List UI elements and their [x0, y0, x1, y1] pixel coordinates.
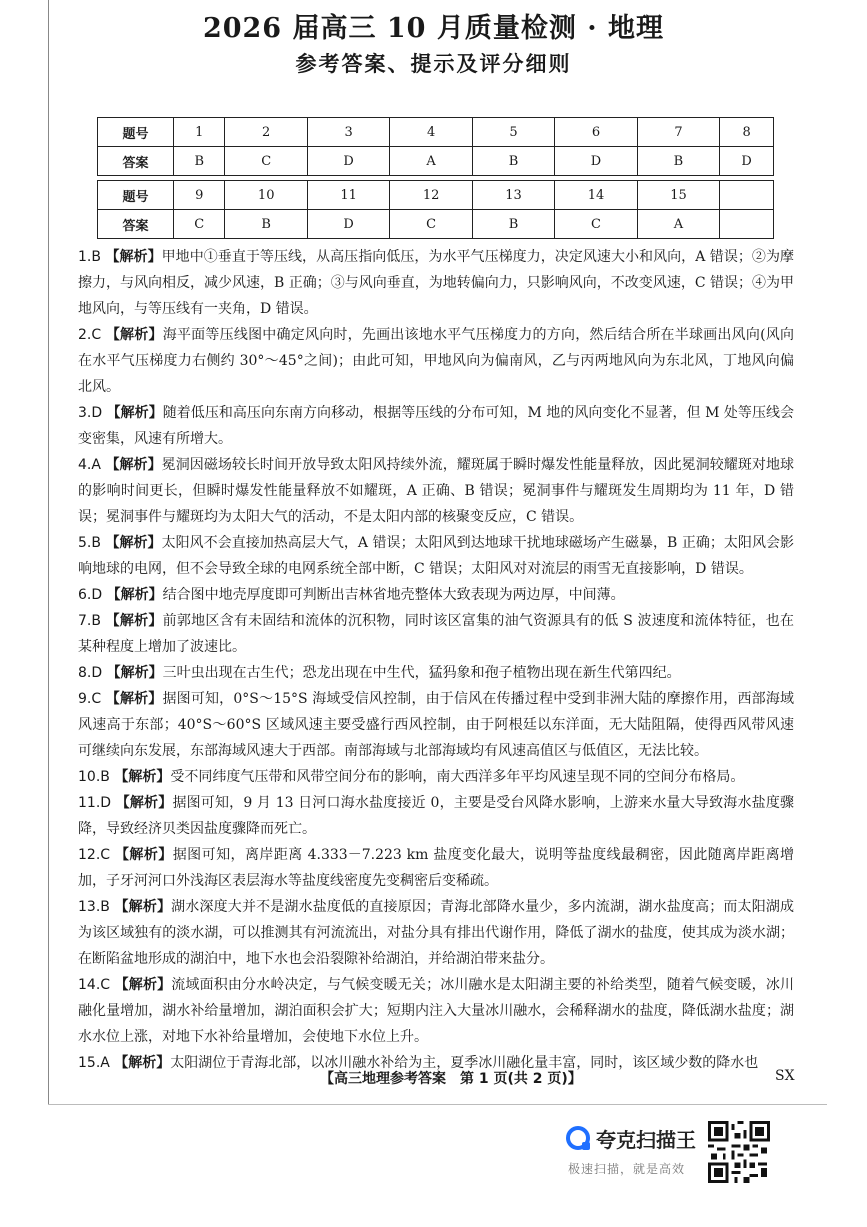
explanation-item: [78, 322, 794, 400]
analysis-tag: 【解析】: [114, 1055, 171, 1071]
question-number: 7: [637, 118, 719, 147]
question-number: 14: [555, 181, 637, 210]
answer-cell: B: [472, 147, 554, 176]
quark-logo-icon: [566, 1126, 590, 1150]
answer-cell: A: [390, 147, 472, 176]
analysis-tag: 【解析】: [105, 457, 162, 473]
item-text: 据图可知，离岸距离 4.333－7.223 km 盐度变化最大，说明等盐度线最稠密，因此随离岸距离增加，子牙河河口外浅海区表层海水等盐度线密度先变稠密后变稀疏。: [78, 847, 795, 889]
item-number: 10.B: [78, 769, 110, 785]
analysis-tag: 【解析】: [115, 795, 173, 811]
answer-cell: C: [555, 210, 637, 239]
item-text: 前郭地区含有未固结和流体的沉积物，同时该区富集的油气资源具有的低 S 波速度和流体特征，也在某种程度上增加了波速比。: [78, 613, 795, 655]
item-text: 随着低压和高压向东南方向移动，根据等压线的分布可知，M 地的风向变化不显著，但 M 处等压线会变密集，风速有所增大。: [78, 405, 795, 447]
watermark-brand: 夸克扫描王: [596, 1128, 696, 1152]
explanation-item: [78, 972, 794, 1050]
question-number: 1: [174, 118, 225, 147]
table-row: [98, 118, 774, 147]
scanner-watermark: [566, 1124, 706, 1184]
item-number: 4.A: [78, 457, 101, 473]
analysis-tag: 【解析】: [105, 249, 162, 265]
answer-cell: B: [225, 210, 307, 239]
item-text: 海平面等压线图中确定风向时，先画出该地水平气压梯度力的方向，然后结合所在半球画出风向(风向在水平气压梯度力右侧约 30°～45°之间)；由此可知，甲地风向为偏南风，乙与丙两地风向为东北风，丁地风向偏北风。: [78, 327, 795, 395]
explanation-item: [78, 608, 794, 660]
question-number: 6: [555, 118, 637, 147]
answer-cell: C: [390, 210, 472, 239]
page-subtitle: 参考答案、提示及评分细则: [295, 51, 572, 76]
explanation-item: [78, 400, 794, 452]
item-number: 1.B: [78, 249, 101, 265]
explanation-item: [78, 244, 794, 322]
item-number: 3.D: [78, 405, 103, 421]
row-label-number: 题号: [98, 181, 174, 210]
row-label-answer: 答案: [98, 210, 174, 239]
answer-cell: A: [637, 210, 719, 239]
item-number: 9.C: [78, 691, 102, 707]
question-number: 10: [225, 181, 307, 210]
analysis-tag: 【解析】: [106, 665, 163, 681]
answer-cell: D: [720, 147, 774, 176]
item-number: 13.B: [78, 899, 110, 915]
item-text: 甲地中①垂直于等压线，从高压指向低压，为水平气压梯度力，决定风速大小和风向，A 错误；②为摩擦力，与风向相反，减少风速，B 正确；③与风向垂直，为地转偏向力，只影响风向，不改变风速，C 错误；④为甲地风向，与等压线有一夹角，D 错误。: [78, 249, 795, 317]
analysis-tag: 【解析】: [105, 327, 163, 343]
answer-cell: D: [307, 147, 389, 176]
question-number: 13: [472, 181, 554, 210]
analysis-tag: 【解析】: [114, 847, 173, 863]
question-number: 9: [174, 181, 225, 210]
analysis-tag: 【解析】: [105, 535, 162, 551]
explanation-item: [78, 764, 794, 790]
item-number: 8.D: [78, 665, 103, 681]
item-text: 据图可知，9 月 13 日河口海水盐度接近 0，主要是受台风降水影响，上游来水量大导致海水盐度骤降，导致经济贝类因盐度骤降而死亡。: [78, 795, 795, 837]
explanation-item: [78, 530, 794, 582]
page-edge-line: [48, 0, 49, 1105]
item-number: 12.C: [78, 847, 111, 863]
question-number: 4: [390, 118, 472, 147]
question-number: [720, 181, 774, 210]
question-number: 2: [225, 118, 307, 147]
answer-cell: [720, 210, 774, 239]
item-text: 湖水深度大并不是湖水盐度低的直接原因；青海北部降水量少，多内流湖，湖水盐度高；而太阳湖成为该区域独有的淡水湖，可以推测其有河流流出，对盐分具有排出代谢作用，降低了湖水的盐度，使其成为淡水湖；在断陷盆地形成的湖泊中，地下水也会沿裂隙补给湖泊，并给湖泊带来盐分。: [78, 899, 795, 967]
item-text: 冕洞因磁场较长时间开放导致太阳风持续外流，耀斑属于瞬时爆发性能量释放，因此冕洞较耀斑对地球的影响时间更长，但瞬时爆发性能量释放不如耀斑，A 正确、B 错误；冕洞事件与耀斑发生周期均为 11 年，D 错误；冕洞事件与耀斑均为太阳大气的活动，不是太阳内部的核聚变反应，C 错误。: [78, 457, 795, 525]
item-text: 据图可知，0°S～15°S 海域受信风控制，由于信风在传播过程中受到非洲大陆的摩擦作用，西部海域风速高于东部；40°S～60°S 区域风速主要受盛行西风控制，由于阿根廷以东洋面，无大陆阻隔，使得西风带风速可继续向东发展，东部海域风速大于西部。南部海域与北部海域均有风速高值区与低值区，无法比较。: [78, 691, 795, 759]
explanation-item: [78, 894, 794, 972]
answer-cell: D: [307, 210, 389, 239]
footer-divider: [48, 1104, 827, 1105]
answer-cell: D: [555, 147, 637, 176]
explanation-item: [78, 582, 794, 608]
answer-cell: B: [637, 147, 719, 176]
analysis-tag: 【解析】: [105, 691, 163, 707]
answer-cell: C: [225, 147, 307, 176]
item-text: 三叶虫出现在古生代；恐龙出现在中生代，猛犸象和孢子植物出现在新生代第四纪。: [162, 665, 681, 681]
table-row: [98, 147, 774, 176]
item-text: 太阳湖位于青海北部，以冰川融水补给为主，夏季冰川融化量丰富，同时，该区域少数的降水也: [170, 1055, 759, 1071]
answer-cell: C: [174, 210, 225, 239]
analysis-tag: 【解析】: [114, 899, 172, 915]
question-number: 12: [390, 181, 472, 210]
item-text: 太阳风不会直接加热高层大气，A 错误；太阳风到达地球干扰地球磁场产生磁暴，B 正确；太阳风会影响地球的电网，但不会导致全球的电网系统全部中断，C 错误；太阳风对对流层的雨雪无直接影响，D 错误。: [78, 535, 795, 577]
page-title: 2026 届高三 10 月质量检测 · 地理: [202, 13, 665, 44]
item-text: 流域面积由分水岭决定，与气候变暖无关；冰川融水是太阳湖主要的补给类型，随着气候变暖，冰川融化量增加，湖水补给量增加，湖泊面积会扩大；短期内注入大量冰川融水，会稀释湖水的盐度，降低湖水盐度；湖水水位上涨，对地下水补给量增加，会使地下水位上升。: [78, 977, 794, 1045]
analysis-tag: 【解析】: [114, 769, 171, 785]
explanation-item: [78, 842, 794, 894]
item-number: 2.C: [78, 327, 102, 343]
question-number: 11: [307, 181, 389, 210]
answer-cell: B: [174, 147, 225, 176]
item-number: 14.C: [78, 977, 111, 993]
row-label-answer: 答案: [98, 147, 174, 176]
analysis-tag: 【解析】: [114, 977, 172, 993]
explanation-item: [78, 686, 794, 764]
question-number: 15: [637, 181, 719, 210]
table-row: [98, 181, 774, 210]
question-number: 3: [307, 118, 389, 147]
explanation-item: [78, 660, 794, 686]
explanation-item: [78, 790, 794, 842]
question-number: 5: [472, 118, 554, 147]
watermark-slogan: 极速扫描，就是高效: [568, 1162, 686, 1176]
item-number: 6.D: [78, 587, 103, 603]
analysis-tag: 【解析】: [105, 613, 163, 629]
item-number: 7.B: [78, 613, 101, 629]
footer-page-info: 【高三地理参考答案 第 1 页(共 2 页)】: [320, 1071, 582, 1087]
analysis-tag: 【解析】: [106, 405, 163, 421]
explanations-list: [78, 244, 794, 1076]
item-number: 11.D: [78, 795, 112, 811]
explanation-item: [78, 452, 794, 530]
question-number: 8: [720, 118, 774, 147]
answer-table: [97, 117, 774, 239]
analysis-tag: 【解析】: [106, 587, 163, 603]
item-number: 15.A: [78, 1055, 110, 1071]
table-row: [98, 210, 774, 239]
item-number: 5.B: [78, 535, 101, 551]
item-text: 受不同纬度气压带和风带空间分布的影响，南大西洋多年平均风速呈现不同的空间分布格局。: [170, 769, 745, 785]
footer-code: SX: [775, 1068, 795, 1084]
answer-cell: B: [472, 210, 554, 239]
qr-code-icon: [708, 1121, 770, 1183]
row-label-number: 题号: [98, 118, 174, 147]
item-text: 结合图中地壳厚度即可判断出吉林省地壳整体大致表现为两边厚，中间薄。: [162, 587, 625, 603]
